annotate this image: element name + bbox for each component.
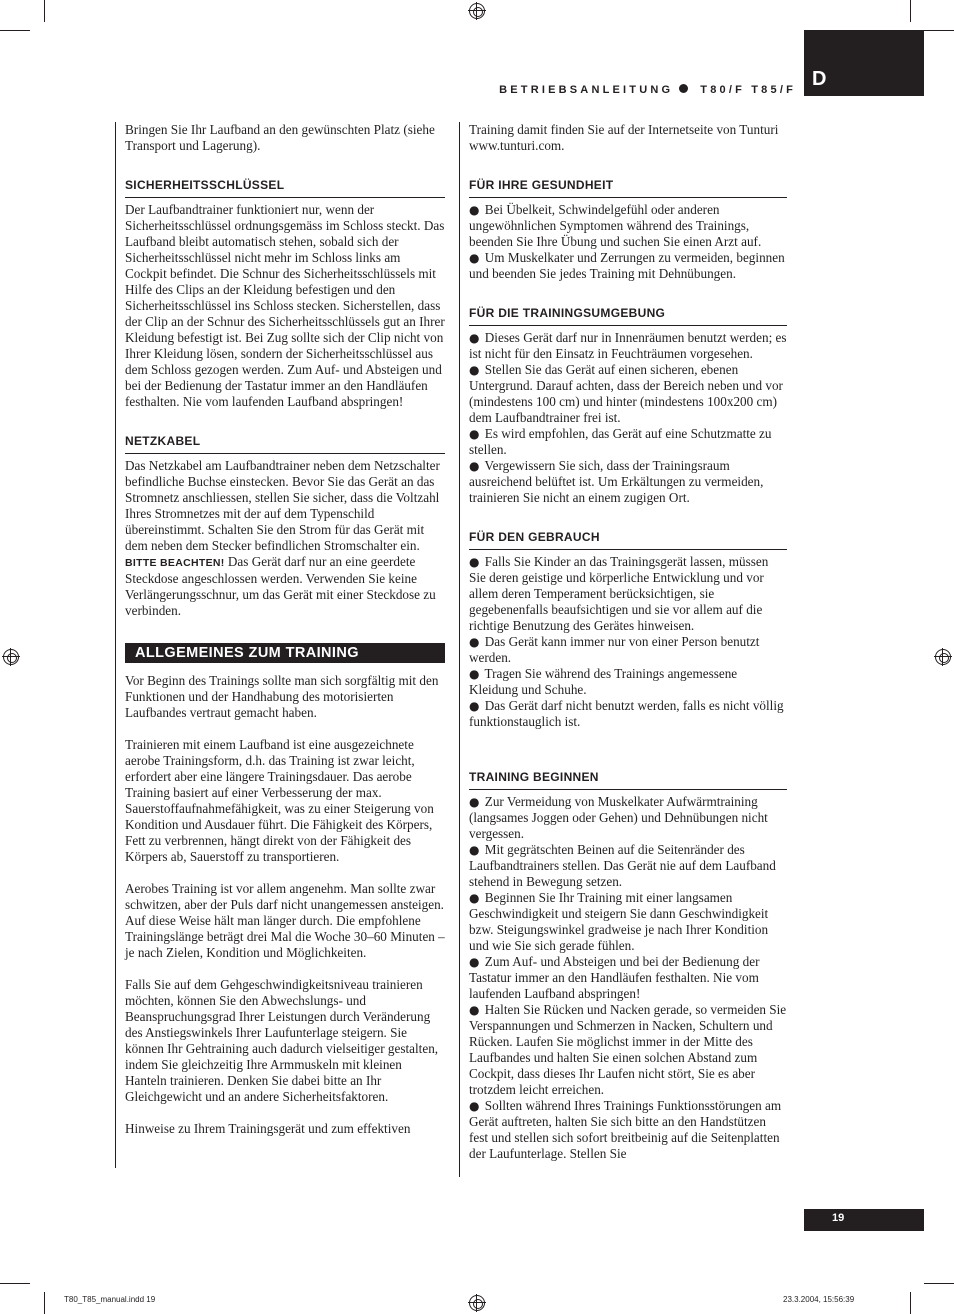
running-head-model: T80/F T85/F xyxy=(700,84,796,96)
bullet-icon: ● xyxy=(469,699,480,713)
crop-mark xyxy=(924,30,954,31)
list-item: ● Stellen Sie das Gerät auf einen sicheren, ebenen Untergrund. Darauf achten, dass der Bereich neben und vor (mindestens 100 cm) und hinter (mindestens 100x200 cm) dem Laufbandtrainer frei ist. xyxy=(469,362,783,425)
cable-text: Das Netzkabel am Laufbandtrainer neben dem Netzschalter befindliche Buchse einstecken. Bevor Sie das Gerät an das Stromnetz anschliessen, stellen Sie sicher, dass die Voltzahl Ihres Stromnetzes mit der auf dem Typenschild übereinstimmt. Schalten Sie den Strom für das Gerät mit dem neben dem Stecker befindlichen Stromschalter ein. BITTE BEACHTEN! Das Gerät darf nur an eine geerdete Steckdose angeschlossen werden. Verwenden Sie keine Verlängerungsschnur, um das Gerät mit einer Steckdose zu verbinden. xyxy=(125,458,440,618)
column-rule xyxy=(459,122,460,1177)
bullet-icon: ● xyxy=(469,203,480,217)
left-column xyxy=(125,122,445,1137)
list-item: ● Falls Sie Kinder an das Trainingsgerät lassen, müssen Sie deren geistige und körperliche Entwicklung und vor allem deren Temperament berücksichtigen, sie gegebenenfalls beaufsichtigen und sie vor allem auf die richtige Benutzung des Gerätes hinweisen. xyxy=(469,554,769,633)
bullet-icon: ● xyxy=(469,331,480,345)
list-item: ● Beginnen Sie Ihr Training mit einer langsamen Geschwindigkeit und steigern Sie dann Geschwindigkeit bzw. Steigungswinkel gradweise je nach Ihrer Kondition und wie Sie sich gerade fühlen. xyxy=(469,890,769,953)
section-heading-begin: TRAINING BEGINNEN xyxy=(469,770,787,790)
list-item: ● Mit gegrätschten Beinen auf die Seitenränder des Laufbandtrainers stellen. Das Gerät nie auf dem Laufband stehend in Bewegung setzen. xyxy=(469,842,776,889)
bullet-icon: ● xyxy=(469,843,480,857)
column-rule xyxy=(115,122,116,1168)
file-slug: T80_T85_manual.indd 19 xyxy=(64,1295,156,1304)
section-heading-key: SICHERHEITSSCHLÜSSEL xyxy=(125,178,445,198)
section-heading-health: FÜR IHRE GESUNDHEIT xyxy=(469,178,787,198)
list-item: ● Das Gerät kann immer nur von einer Person benutzt werden. xyxy=(469,634,760,665)
training-paragraph: Trainieren mit einem Laufband ist eine ausgezeichnete aerobe Trainingsform, d.h. das Training ist zwar leicht, erfordert aber eine längere Trainingsdauer. Das aerobe Training basiert auf einer Verbesserung der max. Sauerstoffaufnahmefähigkeit, was zu einer Steigerung von Kondition und Ausdauer führt. Die Fähigkeit des Körpers, Fett zu verbrennen, hängt direkt von der Fähigkeit des Körpers ab, Sauerstoff zu transportieren. xyxy=(125,737,434,864)
bullet-icon: ● xyxy=(469,891,480,905)
page-number: 19 xyxy=(804,1209,924,1231)
bullet-icon: ● xyxy=(469,251,480,265)
crop-mark xyxy=(910,1292,911,1314)
crop-mark xyxy=(910,0,911,22)
section-heading-environment: FÜR DIE TRAININGSUMGEBUNG xyxy=(469,306,787,326)
list-item: ● Tragen Sie während des Trainings angemessene Kleidung und Schuhe. xyxy=(469,666,738,697)
registration-mark-icon xyxy=(469,1295,485,1311)
list-item: ● Dieses Gerät darf nur in Innenräumen benutzt werden; es ist nicht für den Einsatz in Feuchträumen vorgesehen. xyxy=(469,330,787,361)
list-item: ● Sollten während Ihres Trainings Funktionsstörungen am Gerät auftreten, halten Sie sich bitte an den Handstützen fest und stellen sich sofort breitbeinig auf die Seitenplatten der Laufunterlage. Stellen Sie xyxy=(469,1098,782,1161)
bullet-icon: ● xyxy=(469,1003,480,1017)
bullet-icon: ● xyxy=(469,363,480,377)
section-heading-cable: NETZKABEL xyxy=(125,434,445,454)
crop-mark xyxy=(0,30,30,31)
bullet-icon: ● xyxy=(469,795,480,809)
bullet-icon xyxy=(679,84,688,93)
registration-mark-icon xyxy=(935,649,951,665)
bullet-icon: ● xyxy=(469,1099,480,1113)
crop-mark xyxy=(44,0,45,22)
section-heading-use: FÜR DEN GEBRAUCH xyxy=(469,530,787,550)
training-paragraph: Hinweise zu Ihrem Trainingsgerät und zum effektiven xyxy=(125,1121,411,1136)
list-item: ● Es wird empfohlen, das Gerät auf eine Schutzmatte zu stellen. xyxy=(469,426,772,457)
crop-mark xyxy=(0,1283,30,1284)
continued-text: Training damit finden Sie auf der Internetseite von Tunturi www.tunturi.com. xyxy=(469,122,779,153)
bullet-icon: ● xyxy=(469,459,480,473)
bullet-icon: ● xyxy=(469,427,480,441)
key-text: Der Laufbandtrainer funktioniert nur, wenn der Sicherheitsschlüssel ordnungsgemäss im Schloss steckt. Das Laufband bleibt automatisch stehen, sobald sich der Sicherheitsschlüssel nicht mehr im Schloss links am Cockpit befindet. Die Schnur des Sicherheitsschlüssels mit Hilfe des Clips an der Kleidung befestigen und den Sicherheitsschlüssel ins Schloss stecken. Sicherstellen, dass der Clip an der Schnur des Sicherheitsschlüssels gut an Ihrer Kleidung befestigt ist. Bei Zug sollte sich der Clip nicht von Ihrer Kleidung lösen, sondern der Sicherheitsschlüssel aus dem Schloss gezogen werden. Zum Auf- und Absteigen und bei der Bedienung der Tastatur immer an den Handläufen festhalten. Nie vom laufenden Laufband abspringen! xyxy=(125,202,445,409)
bullet-icon: ● xyxy=(469,955,480,969)
registration-mark-icon xyxy=(469,3,485,19)
training-paragraph: Falls Sie auf dem Gehgeschwindigkeitsniveau trainieren möchten, können Sie den Abwechslungs- und Beanspruchungsgrad Ihrer Leistungen durch Veränderung des Anstiegswinkels Ihrer Laufunterlage steigern. Sie können Ihr Gehtraining auch dadurch vielseitiger gestalten, indem Sie gleichzeitig Ihre Armmuskeln mit kleinen Hanteln trainieren. Denken Sie dabei bitte an Ihr Gleichgewicht und an andere Sicherheitsfaktoren. xyxy=(125,977,439,1104)
section-heading-training: ALLGEMEINES ZUM TRAINING xyxy=(125,643,445,663)
bullet-icon: ● xyxy=(469,635,480,649)
list-item: ● Zur Vermeidung von Muskelkater Aufwärmtraining (langsames Joggen oder Gehen) und Dehnübungen nicht vergessen. xyxy=(469,794,768,841)
list-item: ● Das Gerät darf nicht benutzt werden, falls es nicht völlig funktionstauglich ist. xyxy=(469,698,784,729)
list-item: ● Vergewissern Sie sich, dass der Trainingsraum ausreichend belüftet ist. Um Erkältungen zu vermeiden, trainieren Sie nicht an einem zugigen Ort. xyxy=(469,458,764,505)
list-item: ● Halten Sie Rücken und Nacken gerade, so vermeiden Sie Verspannungen und Schmerzen in Nacken, Schultern und Rücken. Laufen Sie möglichst immer in der Mitte des Laufbandes und halten Sie einen solchen Abstand zum Cockpit, dass dieses Ihr Laufen nicht stört, Sie es aber trotzdem leicht erreichen. xyxy=(469,1002,787,1097)
running-head-title: BETRIEBSANLEITUNG xyxy=(499,84,674,96)
list-item: ● Bei Übelkeit, Schwindelgefühl oder anderen ungewöhnlichen Symptomen während des Trainings, beenden Sie Ihre Übung und suchen Sie einen Arzt auf. xyxy=(469,202,762,249)
note-label: BITTE BEACHTEN! xyxy=(125,557,225,569)
language-tab: D xyxy=(804,30,924,96)
list-item: ● Zum Auf- und Absteigen und bei der Bedienung der Tastatur immer an den Handläufen festhalten. Nie vom laufenden Laufband abspringen! xyxy=(469,954,760,1001)
intro-text: Bringen Sie Ihr Laufband an den gewünschten Platz (siehe Transport und Lagerung). xyxy=(125,122,435,153)
crop-mark xyxy=(44,1292,45,1314)
training-paragraph: Aerobes Training ist vor allem angenehm. Man sollte zwar schwitzen, aber der Puls darf nicht unangemessen ansteigen. Auf diese Weise hält man länger durch. Die empfohlene Trainingslänge beträgt drei Mal die Woche 30–60 Minuten – je nach Zielen, Kondition und Möglichkeiten. xyxy=(125,881,445,960)
bullet-icon: ● xyxy=(469,667,480,681)
date-slug: 23.3.2004, 15:56:39 xyxy=(783,1295,855,1304)
training-paragraph: Vor Beginn des Trainings sollte man sich sorgfältig mit den Funktionen und der Handhabung des motorisierten Laufbandes vertraut gemacht haben. xyxy=(125,673,439,720)
list-item: ● Um Muskelkater und Zerrungen zu vermeiden, beginnen und beenden Sie jedes Training mit Dehnübungen. xyxy=(469,250,785,281)
registration-mark-icon xyxy=(3,649,19,665)
running-head xyxy=(420,84,796,96)
right-column xyxy=(469,122,787,1162)
crop-mark xyxy=(924,1283,954,1284)
bullet-icon: ● xyxy=(469,555,480,569)
